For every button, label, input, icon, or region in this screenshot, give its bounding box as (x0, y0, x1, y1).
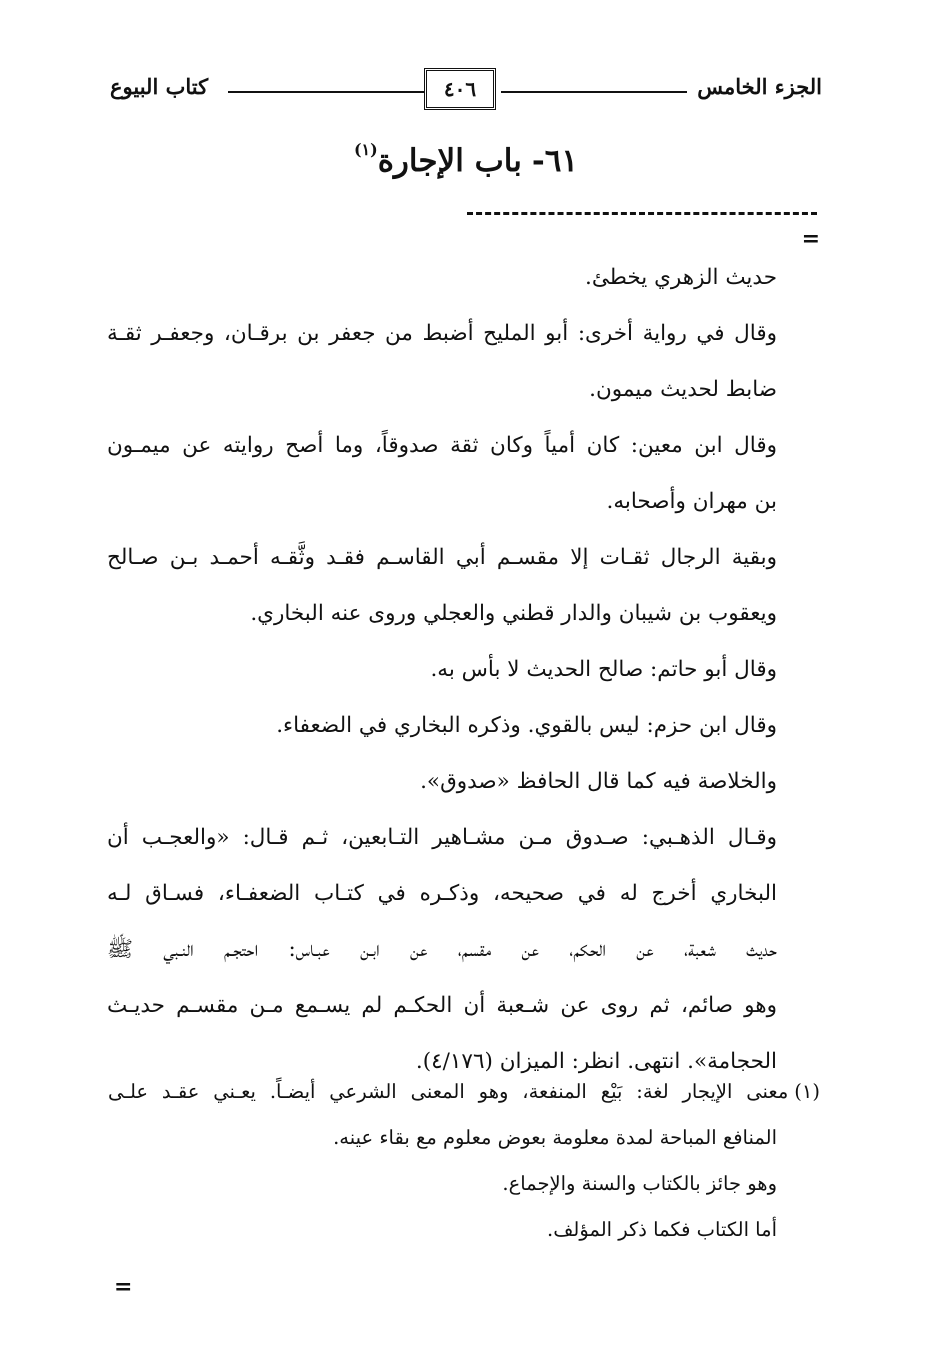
footnote-line (108, 1210, 820, 1256)
book-label: كتاب البيوع (110, 74, 209, 99)
volume-label: الجزء الخامس (697, 74, 822, 99)
continuation-mark-bottom: = (114, 1274, 133, 1300)
text-line: حديث الزهري يخطئ. (584, 265, 777, 290)
text-line: حديث شعبة، عن الحكم، عن مقسم، عن ابـن عبـاس: احتجـم النـبي ﷺ (107, 937, 777, 962)
chapter-number: ٦١- (531, 143, 579, 179)
footnote-line (108, 1164, 820, 1210)
text-line: وقال أبو حاتم: صالح الحديث لا بأس به. (430, 657, 777, 682)
footnote-line (108, 1072, 820, 1118)
footnote-separator-dashed (467, 212, 817, 215)
text-line: وقال في رواية أخرى: أبو المليح أضبط من جعفر بن برقـان، وجعفـر ثقـة (107, 321, 777, 346)
text-line: الحجامة». انتهى. انظر: الميزان (٤/١٧٦). (415, 1049, 777, 1074)
text-line: وهو صائم، ثم روى عن شـعبة أن الحكـم لم يسـمع مـن مقسـم حديـث (107, 993, 777, 1018)
header-rule-right (501, 91, 687, 93)
footnote-text: معنى الإيجار لغة: بَيْع المنفعة، وهو المعنى الشرعي أيضـاً. يعـني عقـد علـى (108, 1080, 789, 1103)
footnote-line (108, 1118, 820, 1164)
text-line: وقال ابن معين: كان أمياً وكان ثقة صدوقاً، وما أصح روايته عن ميمـون (107, 433, 777, 458)
footnote-marker: (١) (794, 1080, 820, 1103)
text-line: بن مهران وأصحابه. (606, 489, 777, 514)
footnotes (108, 1072, 820, 1256)
footnote-text: المنافع المباحة لمدة معلومة بعوض معلوم مع بقاء عينه. (333, 1126, 777, 1149)
text-line: ضابط لحديث ميمون. (589, 377, 777, 402)
footnote-text: أما الكتاب فكما ذكر المؤلف. (547, 1218, 777, 1241)
text-line: وقال ابن حزم: ليس بالقوي. وذكره البخاري في الضعفاء. (276, 713, 777, 738)
chapter-title (110, 140, 822, 179)
continuation-mark-top: = (801, 226, 820, 252)
page-number: ٤٠٦ (424, 68, 496, 110)
chapter-footnote-ref: (١) (353, 140, 378, 159)
header-rule-left (228, 91, 424, 93)
text-line: والخلاصة فيه كما قال الحافظ «صدوق». (420, 769, 777, 794)
footnote-text: وهو جائز بالكتاب والسنة والإجماع. (502, 1172, 777, 1195)
text-line: وبقية الرجال ثقـات إلا مقسـم أبي القاسـم فقـد وثَّقـه أحمـد بـن صـالح (107, 545, 777, 570)
running-header (110, 68, 822, 112)
text-line: البخاري أخرج له في صحيحه، وذكـره في كتـاب الضعفـاء، فسـاق لـه (107, 881, 777, 906)
text-line: وقـال الذهـبي: صـدوق مـن مشـاهير التـابعين، ثـم قـال: «والعجـب أن (107, 825, 777, 850)
chapter-name: باب الإجارة (377, 143, 522, 179)
main-text (107, 256, 777, 1096)
text-line: ويعقوب بن شيبان والدار قطني والعجلي وروى عنه البخاري. (250, 601, 777, 626)
